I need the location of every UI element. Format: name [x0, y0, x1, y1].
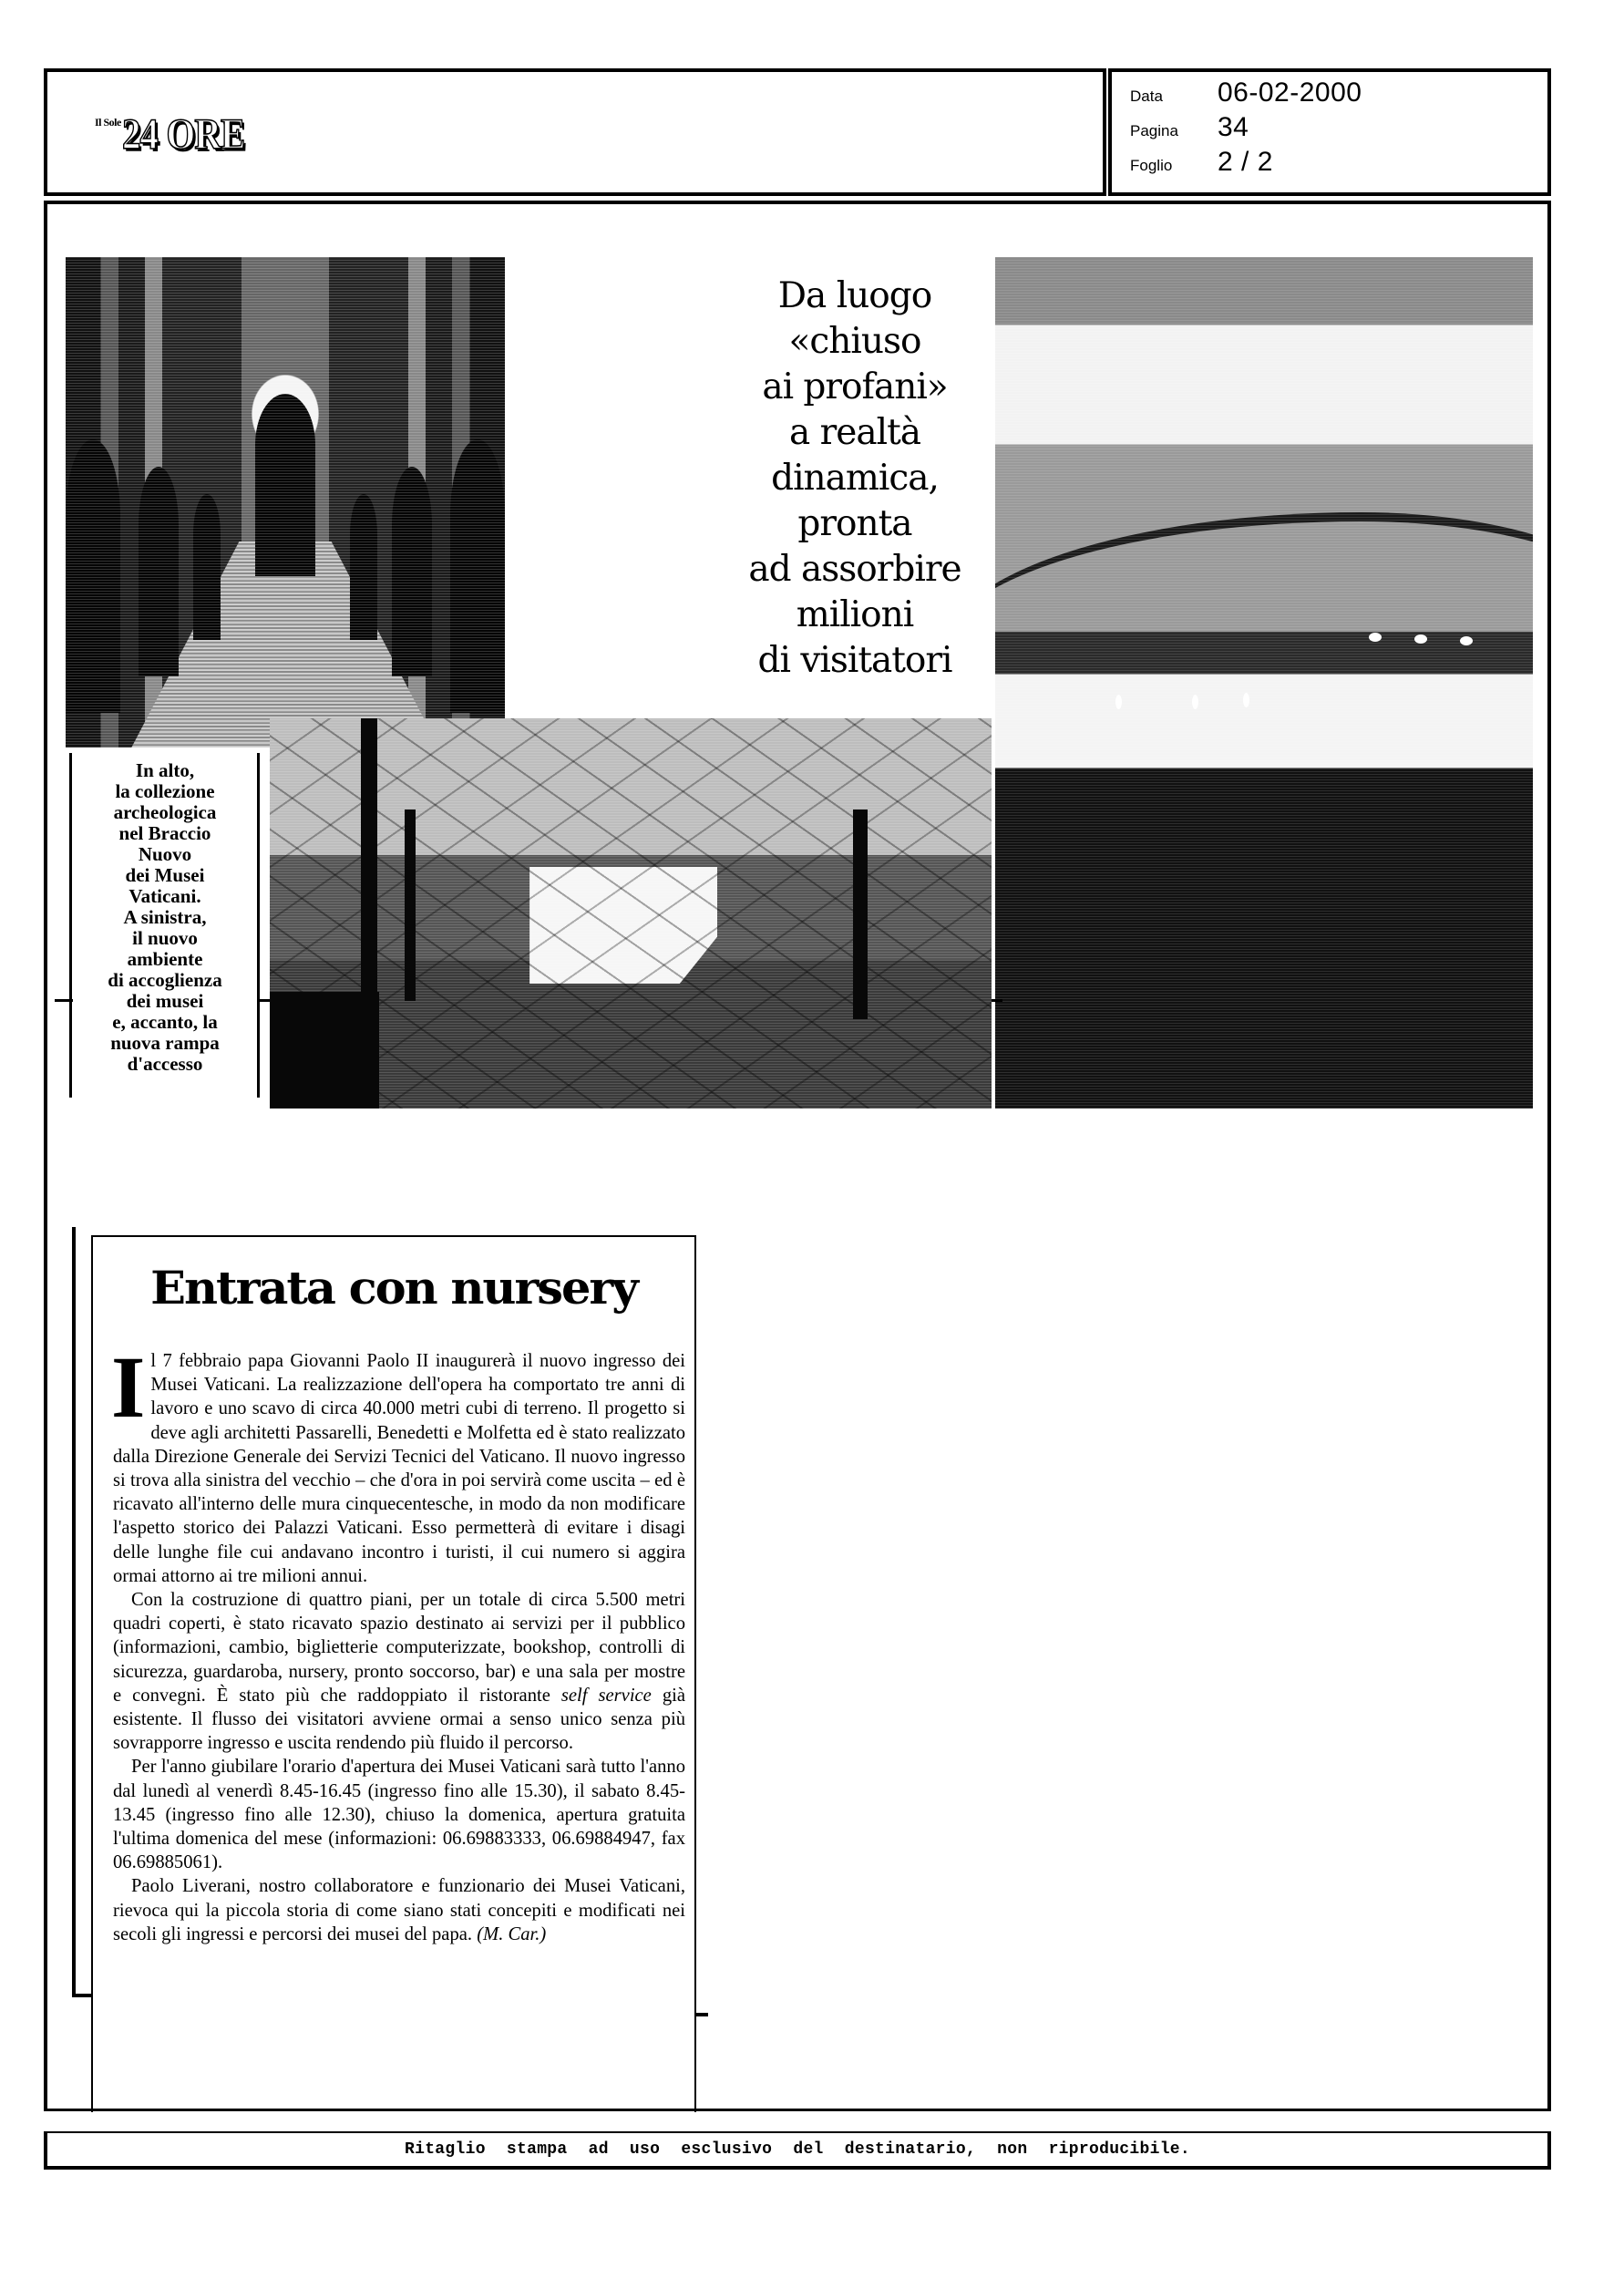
caption-rule-right [257, 753, 260, 1098]
caption-line: nel Braccio [118, 822, 211, 844]
article-title: Entrata con nursery [150, 1261, 637, 1315]
meta-label: Pagina [1130, 122, 1178, 139]
caption-line: A sinistra, [123, 906, 207, 928]
article-bracket [72, 1994, 92, 1997]
meta-row-data [1130, 77, 1362, 108]
meta-value-page: 34 [1218, 112, 1249, 142]
caption-line: dei Musei [125, 864, 205, 886]
italic-term: self service [560, 1685, 652, 1706]
article-paragraph [113, 1874, 685, 1946]
author-initials: (M. Car.) [477, 1923, 547, 1944]
pull-quote-line: dinamica, [771, 458, 939, 499]
caption-line: Nuovo [138, 843, 192, 865]
photo-rampa-accesso [995, 257, 1533, 1109]
caption-line: e, accanto, la [112, 1011, 218, 1033]
article-paragraph [113, 1755, 685, 1874]
meta-row-pagina [1130, 112, 1249, 143]
caption-line: Vaticani. [128, 885, 201, 907]
footer-notice-box [44, 2131, 1551, 2170]
clipping-meta-box [1108, 68, 1551, 196]
paragraph-text: già esistente. Il flusso dei visitatori avviene ormai a senso unico senza più sovrapporre ingresso e uscita rendendo più fluido il percorso. [113, 1685, 686, 1754]
meta-label: Foglio [1130, 157, 1173, 174]
photo-nuovo-ambiente [270, 718, 992, 1109]
pull-quote-line: milioni [796, 594, 914, 635]
meta-label: Data [1130, 88, 1163, 105]
caption-line: la collezione [115, 780, 215, 802]
article-tick [695, 2013, 708, 2016]
caption-tick [992, 999, 1002, 1002]
article-side-rule [72, 1227, 76, 1997]
meta-value-sheet: 2 / 2 [1218, 147, 1273, 177]
pull-quote-line: di visitatori [757, 640, 952, 681]
article-body [111, 1338, 686, 1946]
pull-quote-line: «chiuso [788, 321, 921, 362]
caption-line: nuova rampa [110, 1032, 220, 1054]
photo-braccio-nuovo [66, 257, 505, 748]
caption-line: ambiente [127, 948, 203, 970]
meta-value-date: 06-02-2000 [1218, 77, 1362, 108]
newspaper-logo [95, 110, 266, 159]
logo-prefix: Il Sole [95, 116, 121, 129]
photo-caption [75, 760, 255, 1075]
caption-line: di accoglienza [108, 969, 222, 991]
masthead-box [44, 68, 1106, 196]
pull-quote-line: ai profani» [762, 366, 948, 407]
logo-name: 24 ORE [121, 110, 245, 159]
caption-line: dei musei [126, 990, 204, 1012]
pull-quote-line: pronta [797, 503, 912, 544]
paragraph-text: Paolo Liverani, nostro collaboratore e funzionario dei Musei Vaticani, rievoca qui la piccola storia di come siano stati concepiti e modificati nei secoli gli ingressi e percorsi dei musei del papa. [113, 1876, 685, 1944]
paragraph-text: Per l'anno giubilare l'orario d'apertura dei Musei Vaticani sarà tutto l'anno dal lunedì al venerdì 8.45-16.45 (ingresso fino alle 15.30), il sabato 8.45-13.45 (ingresso fino alle 12.30), chiuso la domenica, apertura gratuita l'ultima domenica del mese (informazioni: 06.69883333, 06.69884947, fax 06.69885061). [113, 1757, 685, 1873]
article-paragraph [111, 1338, 685, 1588]
paragraph-text: l 7 febbraio papa Giovanni Paolo II inaugurerà il nuovo ingresso dei Musei Vaticani. La realizzazione dell'opera ha comportato tre anni di lavoro e uno scavo di circa 40.000 metri cubi di terreno. Il progetto si deve agli architetti Passarelli, Benedetti e Molfetta ed è stato realizzato dalla Direzione Generale dei Servizi Tecnici del Vaticano. Il nuovo ingresso si trova alla sinistra del vecchio – che d'ora in poi servirà come uscita – ed è ricavato all'interno delle mura cinquecentesche, in modo da non modificare l'aspetto storico dei Palazzi Vaticani. Esso permetterà di evitare i disagi delle lunghe file cui andavano incontro i turisti, il cui numero si aggira ormai attorno ai tre milioni annui. [113, 1351, 685, 1586]
paragraph-text: Con la costruzione di quattro piani, per un totale di circa 5.500 metri quadri coperti, è stato ricavato spazio destinato ai servizi per il pubblico (informazioni, cambio, biglietterie computerizzate, bookshop, controlli di sicurezza, guardaroba, nursery, pronto soccorso, bar) e una sala per mostre e convegni. È stato più che raddoppiato il ristorante [113, 1590, 685, 1706]
caption-line: il nuovo [132, 927, 198, 949]
meta-row-foglio [1130, 147, 1273, 178]
caption-line: In alto, [135, 759, 195, 781]
pull-quote-line: ad assorbire [748, 549, 961, 590]
caption-tick [55, 999, 73, 1002]
pull-quote-line: a realtà [788, 412, 921, 453]
pull-quote-line: Da luogo [777, 275, 932, 316]
pull-quote [718, 273, 992, 684]
caption-line: archeologica [113, 801, 217, 823]
caption-line: d'accesso [127, 1053, 203, 1075]
caption-rule-left [69, 753, 72, 1098]
article-box [91, 1235, 696, 2112]
copyright-notice: Ritaglio stampa ad uso esclusivo del destinatario, non riproducibile. [404, 2140, 1191, 2159]
article-paragraph [113, 1588, 685, 1755]
drop-cap: I [111, 1338, 146, 1436]
